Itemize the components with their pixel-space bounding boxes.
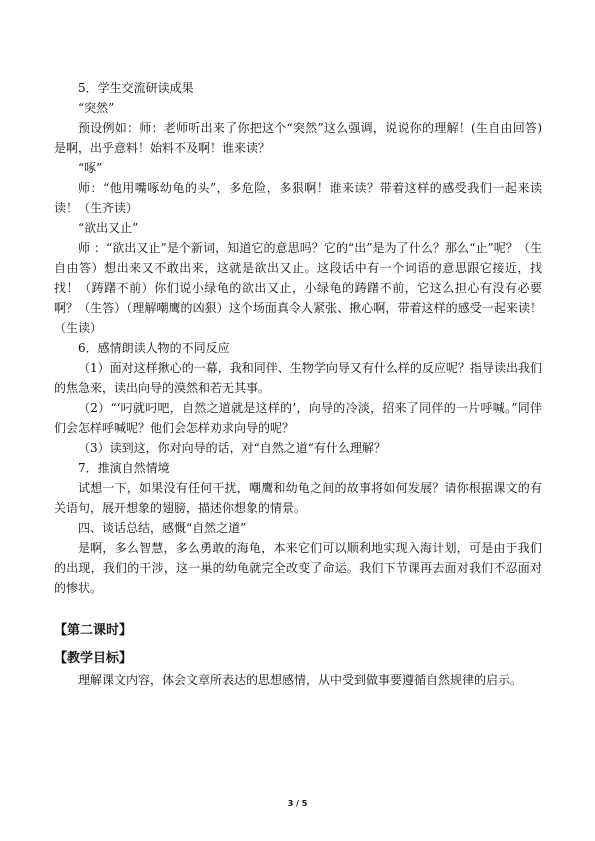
paragraph: 师：“他用嘴啄幼龟的头”，多危险，多狠啊！谁来读？带着这样的感受我们一起来读读！（生齐读） [54, 181, 542, 215]
paragraph: 师 ：“欲出又止”是个新词，知道它的意思吗？它的“出”是为了什么？那么“止”呢？（生自由答）想出来又不敢出来，这就是欲出又止。这段话中有一个词语的意思跟它接近，找找！（踌躇不前）你们说小绿龟的欲出又止，小绿龟的踌躇不前，它这么担心有没有必要啊？（生答）（理解嘲鹰的凶狠）这个场面真令人紧张、揪心啊，带着这样的感受一起来读！（生读） [54, 241, 542, 335]
paragraph: “啄” [78, 161, 103, 175]
goal-paragraph: 理解课文内容，体会文章所表达的思想感情，从中受到做事要遵循自然规律的启示。 [78, 673, 523, 687]
paragraph: （3）读到这，你对向导的话，对“自然之道“有什么理解？ [78, 441, 386, 455]
paragraph: 6．感情朗读人物的不同反应 [78, 341, 230, 355]
paragraph: 7．推演自然情境 [78, 461, 170, 475]
paragraph: “突然” [78, 101, 115, 115]
paragraph: 预设例如：师：老师听出来了你把这个“突然”这么强调，说说你的理解！(生自由回答)是啊，出乎意料！始料不及啊！谁来读？ [54, 121, 542, 155]
paragraph: “欲出又止” [78, 221, 139, 235]
section-spacer [54, 598, 542, 620]
paragraph: 是啊，多么智慧，多么勇敢的海龟，本来它们可以顺利地实现入海计划，可是由于我们的出现，我们的干涉，这一巢的幼龟就完全改变了命运。我们下节课再去面对我们不忍面对的惨状。 [54, 541, 542, 595]
paragraph: 试想一下，如果没有任何干扰，嘲鹰和幼龟之间的故事将如何发展？请你根据课文的有关语句，展开想象的翅膀，描述你想象的情景。 [54, 481, 542, 515]
section-heading-lesson: 【第二课时】 [54, 623, 133, 638]
page-number: 3 / 5 [287, 799, 308, 808]
paragraph: （2）“‘叼就叼吧，自然之道就是这样的’，向导的冷淡，招来了同伴的一片呼喊。”同伴们会怎样呼喊呢？他们会怎样劝求向导的呢？ [54, 401, 542, 435]
paragraph: 5．学生交流研读成果 [78, 81, 194, 95]
section-heading-goal: 【教学目标】 [54, 651, 133, 666]
paragraph: （1）面对这样揪心的一幕，我和同伴、生物学向导又有什么样的反应呢？指导读出我们的焦急来，读出向导的漠然和若无其事。 [54, 361, 542, 395]
paragraph: 四、谈话总结，感慨“自然之道” [78, 521, 247, 535]
document-body [54, 78, 542, 690]
